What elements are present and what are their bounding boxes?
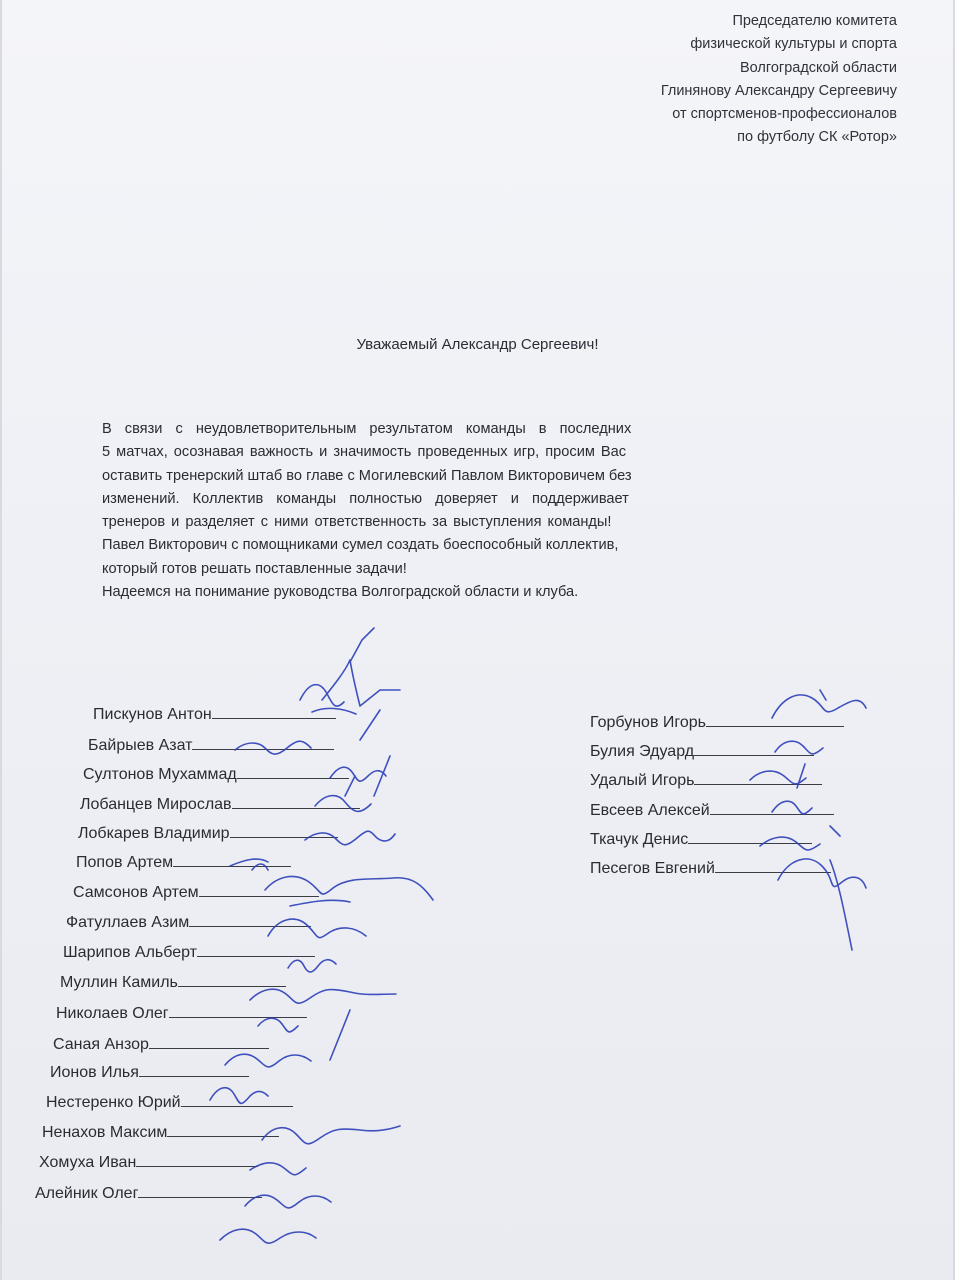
signatory-name: Алейник Олег xyxy=(35,1185,139,1202)
addressee-line: Глинянову Александру Сергеевичу xyxy=(660,82,897,99)
signatory-name: Удалый Игорь xyxy=(590,772,695,789)
signature-stroke xyxy=(322,628,400,706)
addressee-line: физической культуры и спорта xyxy=(690,36,897,53)
signatory-name: Пискунов Антон xyxy=(93,706,212,723)
body-line: оставить тренерский штаб во главе с Могилевский Павлом Викторовичем без xyxy=(102,467,632,484)
signature xyxy=(300,685,356,714)
signature xyxy=(258,1010,350,1060)
signature xyxy=(220,1229,316,1243)
body-line: который готов решать поставленные задачи! xyxy=(102,560,407,577)
greeting: Уважаемый Александр Сергеевич! xyxy=(356,336,599,353)
signatory-name: Султонов Мухаммад xyxy=(83,766,237,783)
signatory-name: Шарипов Альберт xyxy=(63,944,198,961)
signatory-name: Ткачук Денис xyxy=(590,831,689,848)
signatory-name: Песегов Евгений xyxy=(590,860,715,877)
addressee-line: Волгоградской области xyxy=(740,59,897,76)
signatory-name: Булия Эдуард xyxy=(590,743,695,760)
signatory-name: Ионов Илья xyxy=(50,1064,139,1081)
signature xyxy=(250,1163,306,1175)
signatory-name: Саная Анзор xyxy=(53,1036,149,1053)
body-line: изменений. Коллектив команды полностью доверяет и поддерживает xyxy=(102,490,629,507)
signature xyxy=(760,826,840,850)
signature xyxy=(265,876,433,906)
signatory-name: Лобанцев Мирослав xyxy=(80,796,232,813)
signature xyxy=(210,1088,268,1104)
signatory-name: Николаев Олег xyxy=(56,1005,169,1022)
signature xyxy=(230,859,268,870)
signatory-name: Лобкарев Владимир xyxy=(78,825,230,842)
signature xyxy=(330,756,390,796)
signature xyxy=(225,1054,311,1067)
signatory-name: Ненахов Максим xyxy=(42,1124,168,1141)
signature xyxy=(245,1195,331,1208)
signatory-name: Горбунов Игорь xyxy=(590,714,706,731)
signature xyxy=(235,710,380,754)
signatory-name: Хомуха Иван xyxy=(39,1154,137,1171)
body-line: В связи с неудовлетворительным результатом команды в последних xyxy=(102,421,632,437)
signature xyxy=(315,776,371,811)
addressee-line: Председателю комитета xyxy=(732,13,897,29)
addressee-line: от спортсменов-профессионалов xyxy=(672,106,897,123)
signature xyxy=(288,960,336,972)
signature xyxy=(772,801,812,814)
signatory-name: Нестеренко Юрий xyxy=(46,1094,181,1111)
signature xyxy=(775,741,823,754)
signature xyxy=(750,764,806,788)
signatory-name: Евсеев Алексей xyxy=(590,802,710,819)
signature xyxy=(772,690,866,718)
body-line: Павел Викторович с помощниками сумел создать боеспособный коллектив, xyxy=(102,537,619,554)
signatory-name: Байрыев Азат xyxy=(88,737,193,754)
signature xyxy=(250,989,396,1003)
signatory-name: Попов Артем xyxy=(76,854,174,871)
signature xyxy=(778,859,866,950)
body-line: тренеров и разделяет с ними ответственность за выступления команды! xyxy=(102,514,612,531)
body-line: 5 матчах, осознавая важность и значимость проведенных игр, просим Вас xyxy=(102,444,627,461)
body-line: Надеемся на понимание руководства Волгоградской области и клуба. xyxy=(102,584,579,601)
signature xyxy=(268,919,366,938)
signatory-name: Муллин Камиль xyxy=(60,974,178,991)
signature xyxy=(262,1126,400,1144)
signature xyxy=(305,831,395,845)
addressee-line: по футболу СК «Ротор» xyxy=(737,129,897,146)
signatory-name: Фатуллаев Азим xyxy=(66,914,190,931)
signatory-name: Самсонов Артем xyxy=(73,884,199,901)
